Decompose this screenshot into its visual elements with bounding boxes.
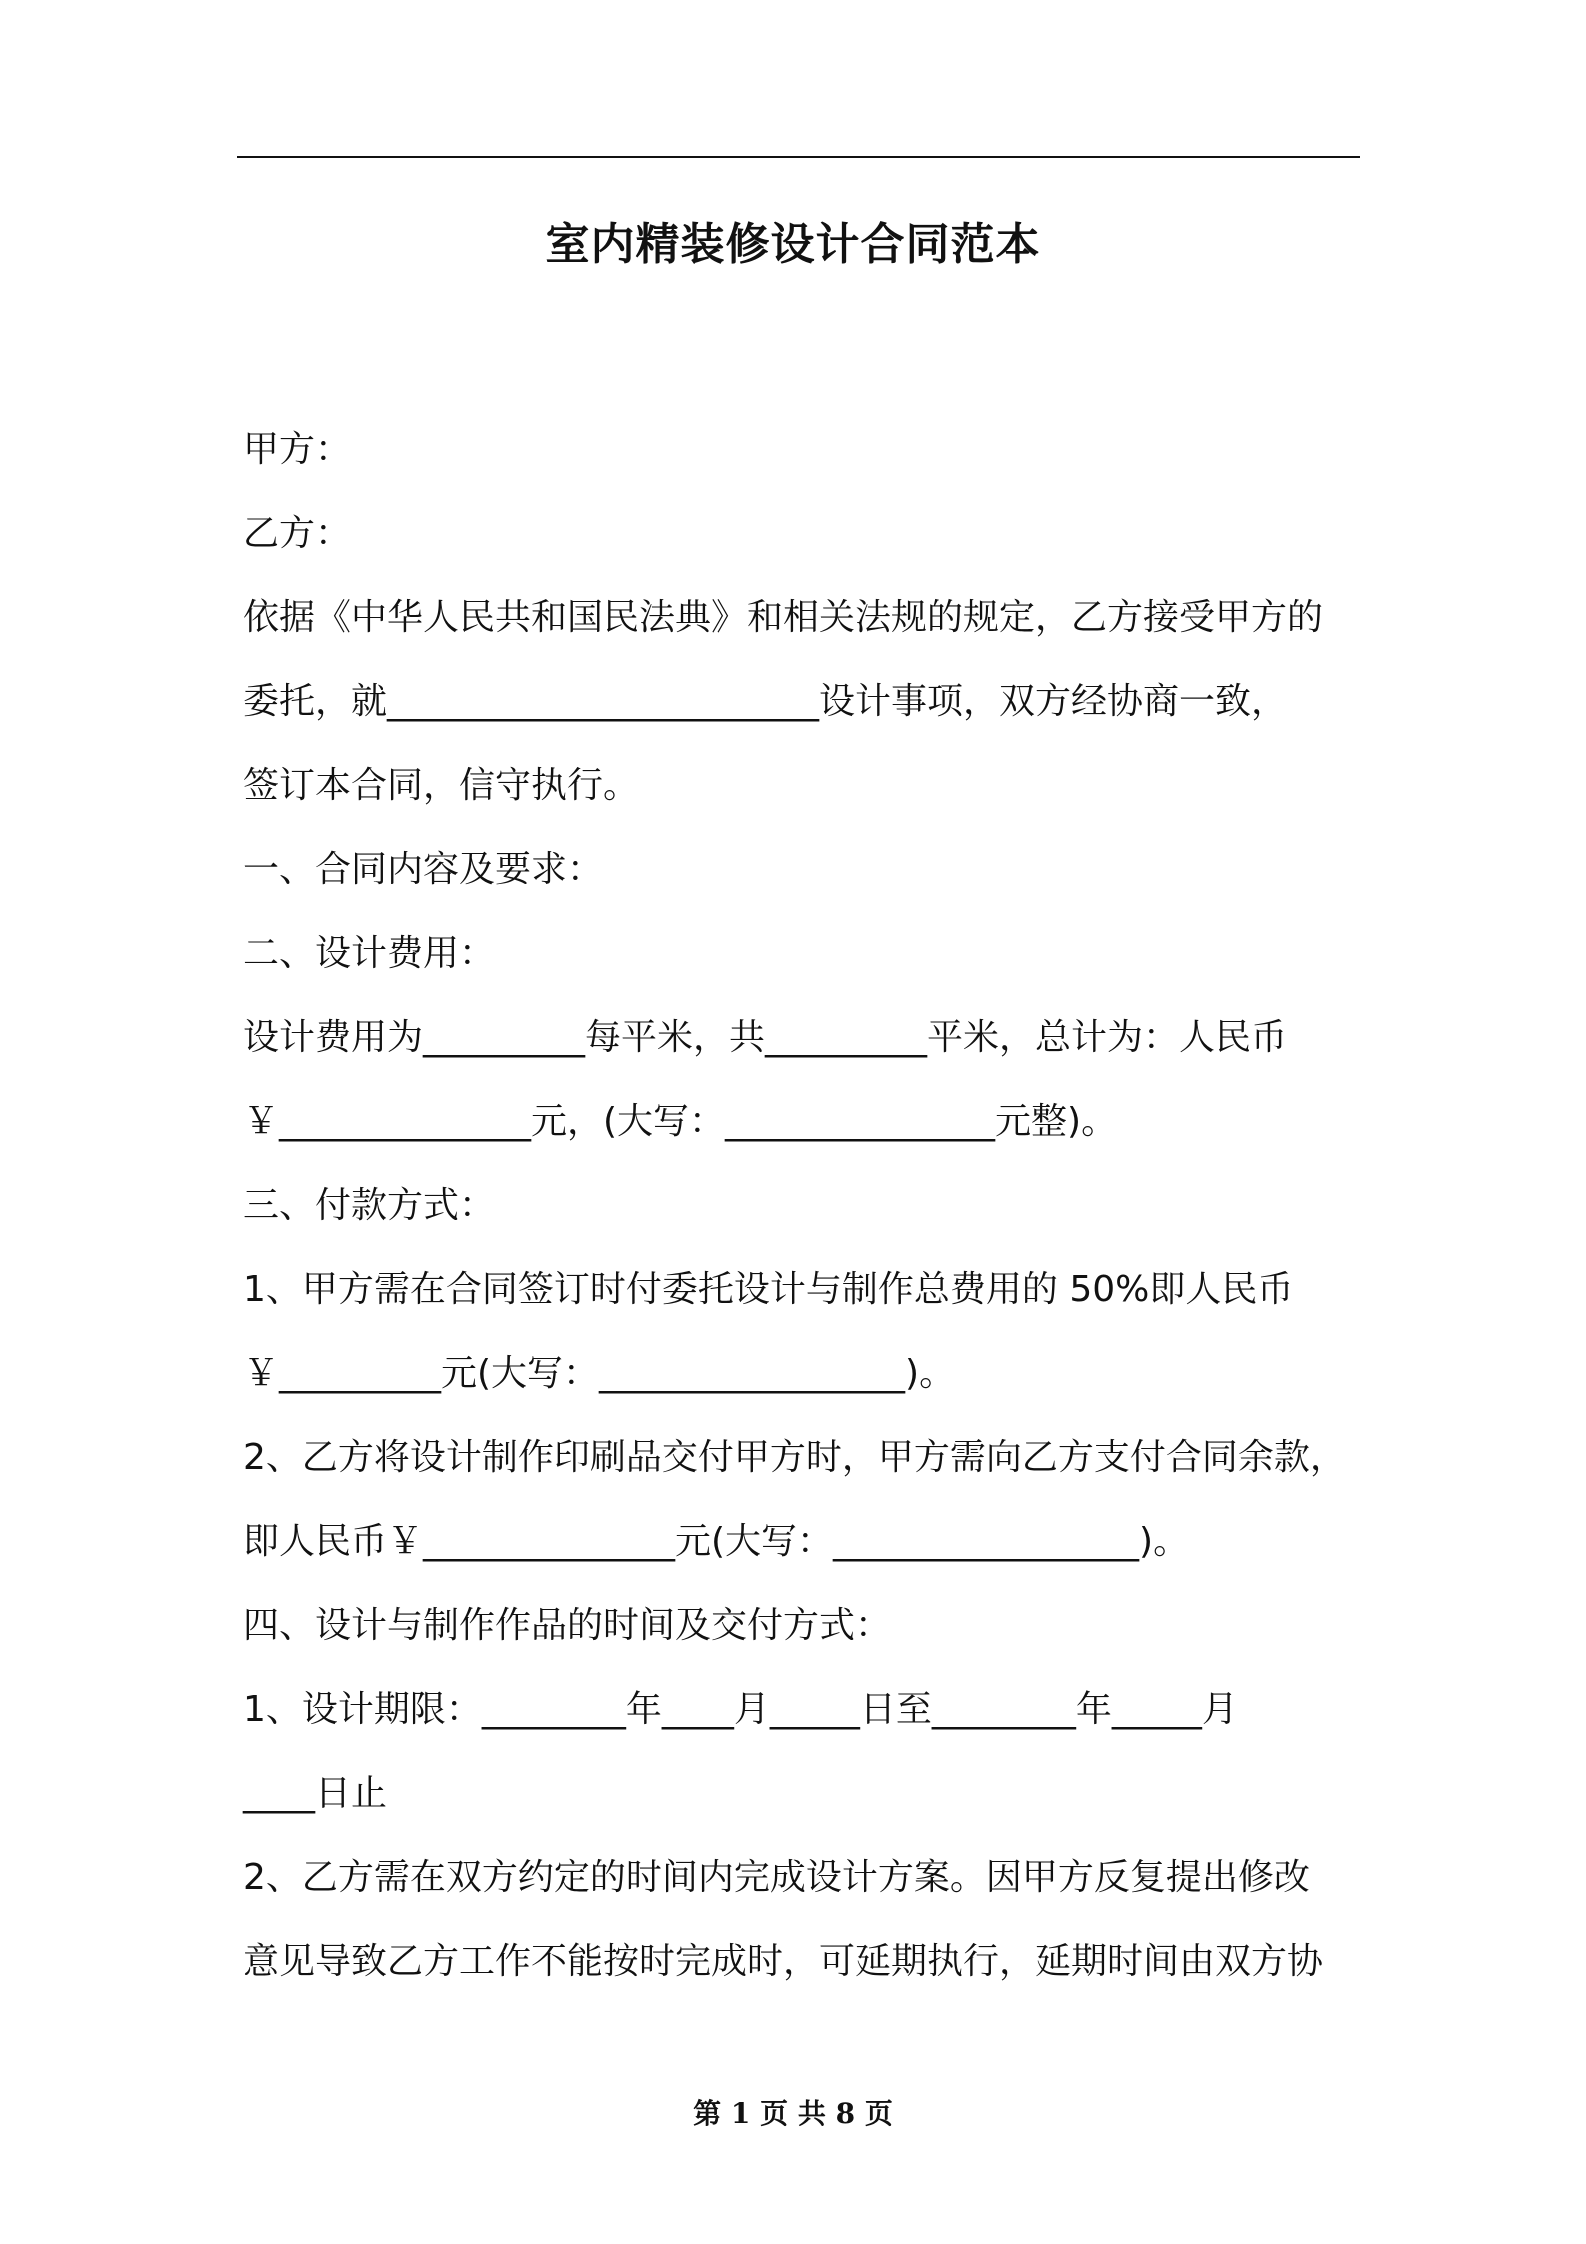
preamble-line-1: 依据《中华人民共和国民法典》和相关法规的规定，乙方接受甲方的 xyxy=(243,597,1324,638)
section-heading-4: 四、设计与制作作品的时间及交付方式： xyxy=(243,1605,892,1646)
fee-line-1: 设计费用为_________每平米，共_________平米，总计为：人民币 xyxy=(243,1017,1288,1058)
payment-clause-2-line-1: 2、乙方将设计制作印刷品交付甲方时，甲方需向乙方支付合同余款， xyxy=(243,1437,1346,1478)
party-b-line: 乙方： xyxy=(243,513,352,554)
preamble-line-3: 签订本合同，信守执行。 xyxy=(243,765,640,806)
section-heading-3: 三、付款方式： xyxy=(243,1185,496,1226)
document-body xyxy=(243,408,1363,2004)
section-heading-1: 一、合同内容及要求： xyxy=(243,849,604,890)
section-heading-2: 二、设计费用： xyxy=(243,933,496,974)
payment-clause-1-line-1: 1、甲方需在合同签订时付委托设计与制作总费用的 50%即人民币 xyxy=(243,1269,1294,1310)
party-a-line: 甲方： xyxy=(243,429,352,470)
preamble-line-2: 委托，就________________________设计事项，双方经协商一致， xyxy=(243,681,1288,722)
schedule-clause-1-line-2: ____日止 xyxy=(243,1773,388,1814)
schedule-clause-2-line-1: 2、乙方需在双方约定的时间内完成设计方案。因甲方反复提出修改 xyxy=(243,1857,1310,1898)
header-rule xyxy=(237,156,1360,158)
page-footer: 第 1 页 共 8 页 xyxy=(693,2097,893,2130)
schedule-clause-2-line-2: 意见导致乙方工作不能按时完成时，可延期执行，延期时间由双方协 xyxy=(243,1941,1324,1982)
document-title: 室内精装修设计合同范本 xyxy=(545,219,1041,270)
payment-clause-2-line-2: 即人民币￥______________元(大写：_________________)。 xyxy=(243,1521,1190,1562)
fee-line-2: ￥______________元，(大写：_______________元整)。 xyxy=(243,1101,1118,1142)
payment-clause-1-line-2: ￥_________元(大写：_________________)。 xyxy=(243,1353,956,1394)
schedule-clause-1-line-1: 1、设计期限：________年____月_____日至________年_____月 xyxy=(243,1689,1238,1730)
